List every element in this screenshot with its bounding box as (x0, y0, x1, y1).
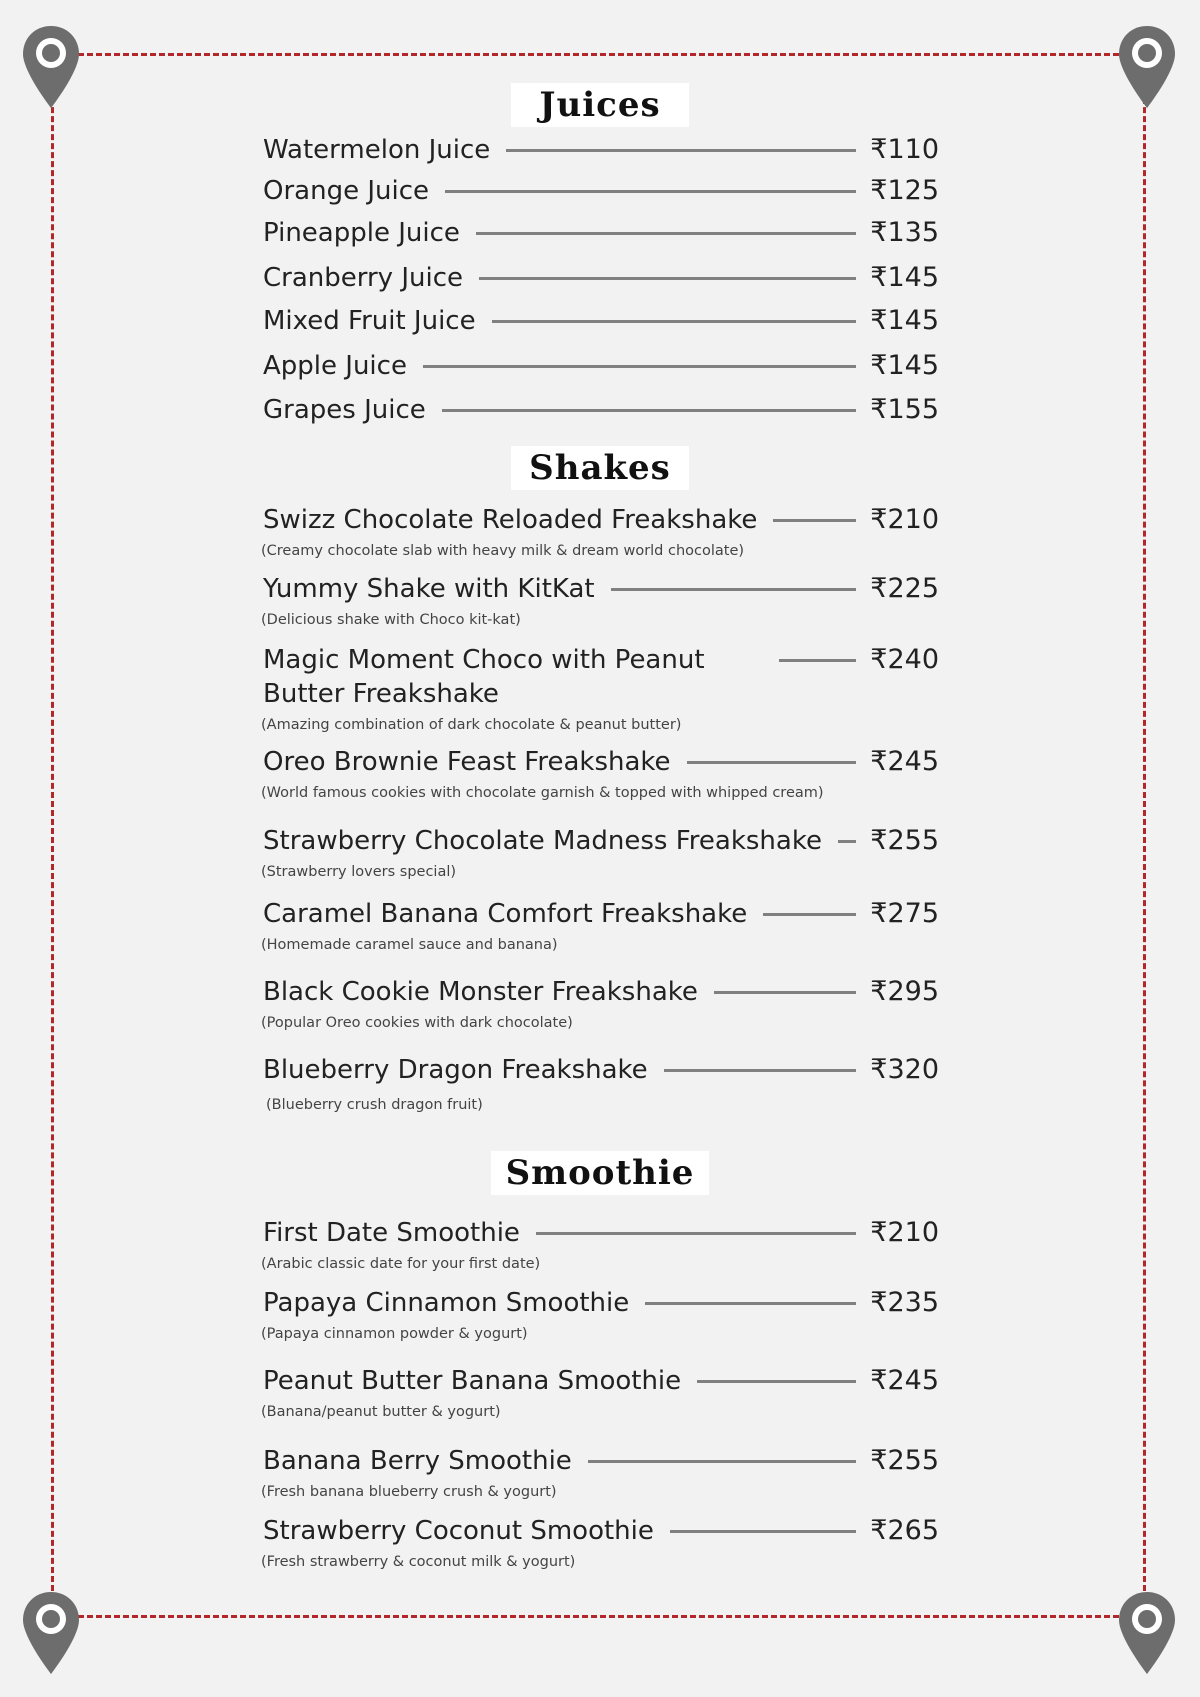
leader-line (445, 190, 856, 193)
menu-item (263, 216, 939, 250)
menu-item (263, 1444, 939, 1500)
section-title-smoothie: Smoothie (491, 1151, 709, 1195)
menu-item (263, 975, 939, 1031)
item-price: ₹235 (870, 1287, 939, 1318)
item-description: (Creamy chocolate slab with heavy milk & dream world chocolate) (261, 543, 745, 559)
leader-line (645, 1302, 856, 1305)
item-price: ₹125 (870, 175, 939, 206)
leader-line (838, 840, 856, 843)
menu-item (263, 643, 939, 733)
item-name: Strawberry Chocolate Madness Freakshake (263, 826, 822, 856)
item-name: First Date Smoothie (263, 1218, 520, 1248)
menu-item (263, 349, 939, 383)
item-name: Grapes Juice (263, 395, 426, 425)
leader-line (664, 1069, 857, 1072)
leader-line (476, 232, 856, 235)
map-pin-icon (21, 1590, 81, 1676)
menu-item (263, 503, 939, 559)
item-price: ₹110 (870, 134, 939, 165)
item-name: Cranberry Juice (263, 263, 463, 293)
leader-line (714, 991, 856, 994)
menu-item (263, 393, 939, 427)
leader-line (697, 1380, 856, 1383)
item-name: Mixed Fruit Juice (263, 306, 476, 336)
menu-item (263, 1216, 939, 1272)
menu-item (263, 1053, 939, 1113)
item-name: Pineapple Juice (263, 218, 460, 248)
leader-line (492, 320, 857, 323)
item-description: (Strawberry lovers special) (261, 864, 457, 880)
menu-item (263, 824, 939, 880)
item-description: (Delicious shake with Choco kit-kat) (261, 612, 521, 628)
menu-item (263, 1364, 939, 1420)
leader-line (423, 365, 856, 368)
item-price: ₹255 (870, 825, 939, 856)
menu-item (263, 133, 939, 167)
item-name: Papaya Cinnamon Smoothie (263, 1288, 630, 1318)
leader-line (763, 913, 856, 916)
leader-line (506, 149, 856, 152)
leader-line (442, 409, 857, 412)
menu-item (263, 1286, 939, 1342)
item-price: ₹295 (870, 976, 939, 1007)
item-price: ₹145 (870, 262, 939, 293)
menu-item (263, 304, 939, 338)
item-price: ₹145 (870, 305, 939, 336)
item-description: (Fresh banana blueberry crush & yogurt) (261, 1484, 557, 1500)
item-price: ₹210 (870, 504, 939, 535)
item-price: ₹245 (870, 746, 939, 777)
item-name: Yummy Shake with KitKat (263, 574, 595, 604)
item-price: ₹210 (870, 1217, 939, 1248)
leader-line (611, 588, 857, 591)
item-description: (Banana/peanut butter & yogurt) (261, 1404, 501, 1420)
item-price: ₹225 (870, 573, 939, 604)
item-description: (World famous cookies with chocolate garnish & topped with whipped cream) (261, 785, 824, 801)
leader-line (670, 1530, 856, 1533)
item-price: ₹255 (870, 1445, 939, 1476)
item-description: (Blueberry crush dragon fruit) (266, 1097, 483, 1113)
item-price: ₹275 (870, 898, 939, 929)
item-description: (Papaya cinnamon powder & yogurt) (261, 1326, 528, 1342)
menu-item (263, 1514, 939, 1570)
leader-line (687, 761, 857, 764)
menu-item (263, 174, 939, 208)
item-description: (Amazing combination of dark chocolate & peanut butter) (261, 717, 682, 733)
item-name: Apple Juice (263, 351, 407, 381)
item-name: Blueberry Dragon Freakshake (263, 1055, 648, 1085)
map-pin-icon (1117, 24, 1177, 110)
item-description: (Fresh strawberry & coconut milk & yogurt) (261, 1554, 576, 1570)
item-price: ₹135 (870, 217, 939, 248)
item-name: Oreo Brownie Feast Freakshake (263, 747, 671, 777)
item-name: Caramel Banana Comfort Freakshake (263, 899, 748, 929)
menu-item (263, 897, 939, 953)
leader-line (773, 519, 856, 522)
item-name: Peanut Butter Banana Smoothie (263, 1366, 682, 1396)
item-price: ₹320 (870, 1054, 939, 1085)
menu-item (263, 261, 939, 295)
item-price: ₹240 (870, 644, 939, 675)
leader-line (479, 277, 856, 280)
map-pin-icon (21, 24, 81, 110)
item-name: Banana Berry Smoothie (263, 1446, 572, 1476)
leader-line (588, 1460, 856, 1463)
item-price: ₹155 (870, 394, 939, 425)
item-name: Swizz Chocolate Reloaded Freakshake (263, 505, 758, 535)
leader-line (779, 659, 856, 662)
item-name: Watermelon Juice (263, 135, 491, 165)
section-title-shakes: Shakes (511, 446, 689, 490)
item-name: Strawberry Coconut Smoothie (263, 1516, 654, 1546)
section-title-juices: Juices (511, 83, 689, 127)
item-name: Orange Juice (263, 176, 429, 206)
item-price: ₹265 (870, 1515, 939, 1546)
item-price: ₹145 (870, 350, 939, 381)
item-price: ₹245 (870, 1365, 939, 1396)
leader-line (536, 1232, 856, 1235)
map-pin-icon (1117, 1590, 1177, 1676)
item-name: Black Cookie Monster Freakshake (263, 977, 698, 1007)
item-description: (Arabic classic date for your first date) (261, 1256, 541, 1272)
menu-item (263, 572, 939, 628)
item-description: (Popular Oreo cookies with dark chocolate) (261, 1015, 573, 1031)
menu-item (263, 745, 939, 801)
item-description: (Homemade caramel sauce and banana) (261, 937, 558, 953)
item-name: Magic Moment Choco with Peanut Butter Freakshake (263, 645, 705, 709)
